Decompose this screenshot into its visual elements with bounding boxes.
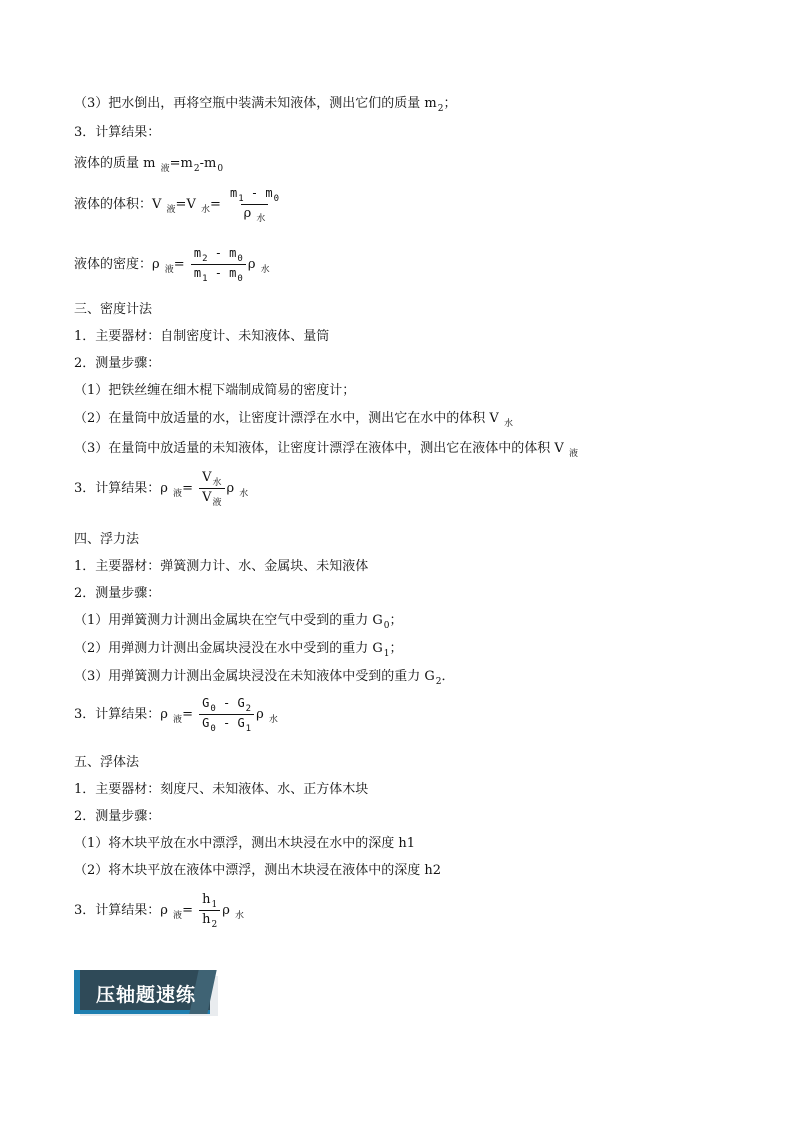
volume-fraction: $\frac{m_1 - m_0}{\rho _水}$ — [230, 186, 280, 224]
section-5-result-formula: 3．计算结果：ρ $_液$= $\frac{h_1}{h_2}$ ρ $_水$ — [74, 892, 245, 930]
section-3-equipment: 1．主要器材：自制密度计、未知液体、量筒 — [74, 329, 330, 344]
section-3-step-1: （1）把铁丝缠在细木棍下端制成简易的密度计； — [74, 383, 356, 398]
buoyancy-fraction: $\frac{G_0 - G_2}{G_0 - G_1}$ — [199, 696, 254, 733]
section-4-steps-heading: 2．测量步骤： — [74, 586, 161, 601]
section-3-title: 三、密度计法 — [74, 302, 153, 317]
density-fraction: $\frac{m_2 - m_0}{m_1 - m_0}$ — [191, 246, 246, 283]
section-3-step-3: （3）在量筒中放适量的未知液体，让密度计漂浮在液体中，测出它在液体中的体积 V $_液$ — [74, 441, 578, 459]
liquid-volume-formula: 液体的体积：V $_液$=V $_水$= $\frac{m_1 - m_0}{\rho _水}$ — [74, 186, 284, 223]
practice-section-banner — [74, 970, 220, 1020]
calc-result-heading: 3．计算结果： — [74, 125, 161, 140]
hydrometer-fraction: $\frac{V_水}{V_液}$ — [199, 470, 224, 507]
banner-label: 压轴题速练 — [96, 984, 197, 1006]
step-3-pour-line: （3）把水倒出，再将空瓶中装满未知液体，测出它们的质量 $m_2$； — [74, 96, 457, 114]
section-5-equipment: 1．主要器材：刻度尺、未知液体、水、正方体木块 — [74, 782, 369, 797]
section-4-step-3: （3）用弹簧测力计测出金属块浸没在未知液体中受到的重力 $G_2$． — [74, 669, 455, 687]
section-5-title: 五、浮体法 — [74, 755, 140, 770]
section-4-result-formula: 3．计算结果：ρ $_液$= $\frac{G_0 - G_2}{G_0 - G_1}$ ρ $_水$ — [74, 696, 278, 734]
section-4-equipment: 1．主要器材：弹簧测力计、水、金属块、未知液体 — [74, 559, 369, 574]
section-5-step-2: （2）将木块平放在液体中漂浮，测出木块浸在液体中的深度 h2 — [74, 863, 442, 878]
section-4-step-2: （2）用弹测力计测出金属块浸没在水中受到的重力 $G_1$； — [74, 641, 403, 659]
section-3-step-2: （2）在量筒中放适量的水，让密度计漂浮在水中，测出它在水中的体积 V $_水$ — [74, 411, 513, 429]
section-5-step-1: （1）将木块平放在水中漂浮，测出木块浸在水中的深度 h1 — [74, 836, 416, 851]
section-4-title: 四、浮力法 — [74, 532, 140, 547]
liquid-density-formula: 液体的密度：ρ $_液$= $\frac{m_2 - m_0}{m_1 - m_0}$ ρ $_水$ — [74, 246, 270, 284]
floating-fraction: $\frac{h_1}{h_2}$ — [199, 892, 220, 929]
section-3-steps-heading: 2．测量步骤： — [74, 356, 161, 371]
section-3-result-formula: 3．计算结果：ρ $_液$= $\frac{V_水}{V_液}$ ρ $_水$ — [74, 470, 249, 508]
section-5-steps-heading: 2．测量步骤： — [74, 809, 161, 824]
section-4-step-1: （1）用弹簧测力计测出金属块在空气中受到的重力 $G_0$； — [74, 613, 403, 631]
liquid-mass-formula: 液体的质量 m $_液=m_2-m_0$ — [74, 156, 224, 174]
